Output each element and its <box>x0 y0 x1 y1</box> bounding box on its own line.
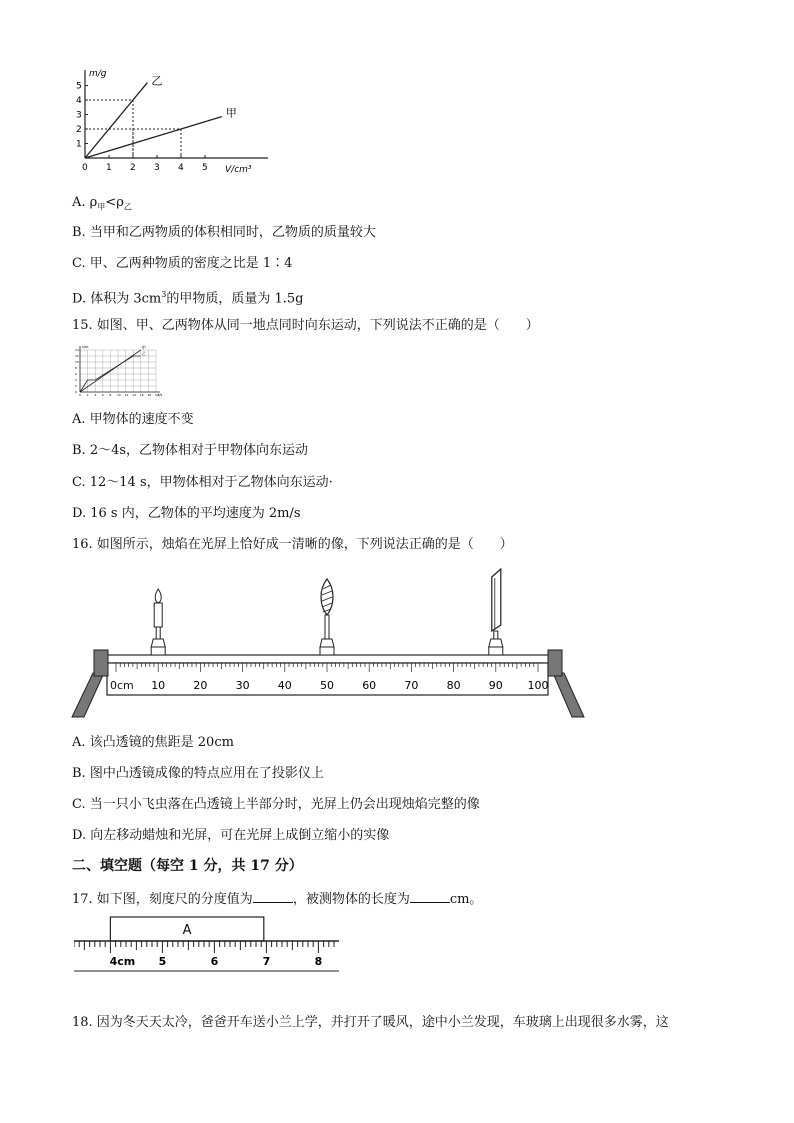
x-tick-label: 12 <box>124 393 129 397</box>
ruler-label: 6 <box>210 955 219 968</box>
q15-option-a: A. 甲物体的速度不变 <box>72 412 194 427</box>
q16-option-d: D. 向左移动蜡烛和光屏，可在光屏上成倒立缩小的实像 <box>72 828 390 843</box>
q15-stem: 15. 如图、甲、乙两物体从同一地点同时向东运动，下列说法不正确的是（ ） <box>72 318 539 333</box>
q14-option-c: C. 甲、乙两种物质的密度之比是 1∶4 <box>72 256 293 271</box>
q15-distance-time-graph <box>70 344 170 400</box>
ruler-label: 8 <box>314 955 323 968</box>
light-screen-board <box>492 569 501 631</box>
bench-rail <box>98 655 552 663</box>
bench-label: 20 <box>193 679 208 692</box>
bench-start-label: 0cm <box>110 679 134 692</box>
q16-option-a: A. 该凸透镜的焦距是 20cm <box>72 735 234 750</box>
series-label: 乙 <box>141 351 146 356</box>
left-leg <box>72 673 104 717</box>
y-tick-label: 12 <box>75 354 79 358</box>
object-a-label: A <box>182 923 192 938</box>
y-tick-label: 0 <box>75 390 77 394</box>
x-tick-label: 14 <box>132 393 137 397</box>
candle-holder <box>151 639 165 647</box>
x-tick-label: 4 <box>178 163 184 173</box>
y-tick-label: 1 <box>76 139 82 150</box>
y-tick-label: 14 <box>75 348 79 352</box>
q15-option-c: C. 12～14 s，甲物体相对于乙物体向东运动· <box>72 475 333 490</box>
x-tick-label: 10 <box>117 393 121 397</box>
candle-body <box>154 603 162 627</box>
q14-option-d: D. 体积为 $3cm^3$的甲物质，质量为 1.5g <box>72 290 304 307</box>
y-axis-label: s/m <box>82 345 89 349</box>
q17-stem: 17. 如下图，刻度尺的分度值为 ，被测物体的长度为 cm。 <box>72 892 483 907</box>
candle-flame-icon <box>155 589 161 603</box>
q14-option-b: B. 当甲和乙两物质的体积相同时，乙物质的质量较大 <box>72 225 376 240</box>
ruler-label: 5 <box>158 955 167 968</box>
x-tick-label: 3 <box>154 163 160 173</box>
series-label: 甲 <box>141 345 146 350</box>
x-tick-label: 16 <box>139 393 144 397</box>
x-tick-label: 8 <box>109 393 112 397</box>
y-tick-label: 4 <box>76 96 82 106</box>
x-tick-label: 0 <box>82 163 88 173</box>
q15-option-b: B. 2～4s，乙物体相对于甲物体向东运动 <box>72 443 309 458</box>
q16-option-b: B. 图中凸透镜成像的特点应用在了投影仪上 <box>72 766 324 781</box>
y-tick-label: 8 <box>75 366 77 370</box>
light-screen <box>489 569 503 655</box>
ruler-label: 7 <box>262 955 271 968</box>
bench-label: 70 <box>404 679 419 692</box>
series-line <box>85 117 222 158</box>
x-tick-label: 0 <box>79 393 81 397</box>
bench-label: 30 <box>235 679 250 692</box>
ruler-label: 4cm <box>109 955 136 968</box>
q17-blank-2[interactable] <box>410 890 450 903</box>
x-tick-label: 5 <box>202 163 208 173</box>
q16-optical-bench <box>70 565 590 720</box>
y-tick-label: 4 <box>75 378 77 382</box>
y-tick-label: 10 <box>75 360 79 364</box>
series-label: 甲 <box>225 106 237 120</box>
q15-option-d: D. 16 s 内，乙物体的平均速度为 2m/s <box>72 506 301 521</box>
ruler-ticks <box>74 941 334 953</box>
q14-plot-area <box>76 69 268 175</box>
q14-mass-volume-graph <box>70 66 275 178</box>
bench-label: 90 <box>488 679 503 692</box>
y-axis-label: m/g <box>89 69 107 79</box>
section-2-title: 二、填空题（每空 1 分，共 17 分） <box>72 858 303 874</box>
convex-lens <box>320 579 334 655</box>
ruler-labels <box>110 955 323 968</box>
y-tick-label: 6 <box>75 372 77 376</box>
x-tick-label: 2 <box>130 163 136 173</box>
q16-stem: 16. 如图所示，烛焰在光屏上恰好成一清晰的像，下列说法正确的是（ ） <box>72 537 513 552</box>
left-end-block <box>94 650 108 676</box>
x-axis-label: t/s <box>158 393 163 397</box>
q17-ruler-figure <box>74 915 344 973</box>
x-tick-label: 18 <box>147 393 152 397</box>
bench-label: 40 <box>277 679 292 692</box>
y-tick-label: 2 <box>76 125 82 135</box>
q15-plot-area <box>75 344 163 397</box>
x-tick-label: 1 <box>106 163 112 173</box>
right-end-block <box>548 650 562 676</box>
bench-label: 60 <box>362 679 377 692</box>
bench-label: 50 <box>320 679 334 692</box>
series-label: 乙 <box>151 74 163 88</box>
x-tick-label: 4 <box>94 393 97 397</box>
q14-option-a: A. $\rho_甲<\rho_乙$ <box>72 195 132 212</box>
x-tick-label: 2 <box>86 393 89 397</box>
y-tick-label: 3 <box>76 110 82 121</box>
y-tick-label: 2 <box>75 384 77 388</box>
q17-blank-1[interactable] <box>253 890 293 903</box>
bench-label: 100 <box>527 679 549 692</box>
series-line <box>85 83 147 158</box>
right-leg <box>553 673 584 717</box>
q18-stem: 18. 因为冬天天太冷，爸爸开车送小兰上学，并打开了暖风，途中小兰发现，车玻璃上出现很多水雾，这 <box>72 1015 669 1030</box>
x-tick-label: 6 <box>101 393 104 397</box>
q16-option-c: C. 当一只小飞虫落在凸透镜上半部分时，光屏上仍会出现烛焰完整的像 <box>72 797 480 812</box>
x-tick-label: 20 <box>155 393 159 397</box>
candle <box>151 589 165 655</box>
bench-label: 80 <box>446 679 461 692</box>
bench-label: 10 <box>151 679 166 692</box>
x-axis-label: V/cm³ <box>225 165 252 175</box>
y-tick-label: 5 <box>76 81 82 92</box>
